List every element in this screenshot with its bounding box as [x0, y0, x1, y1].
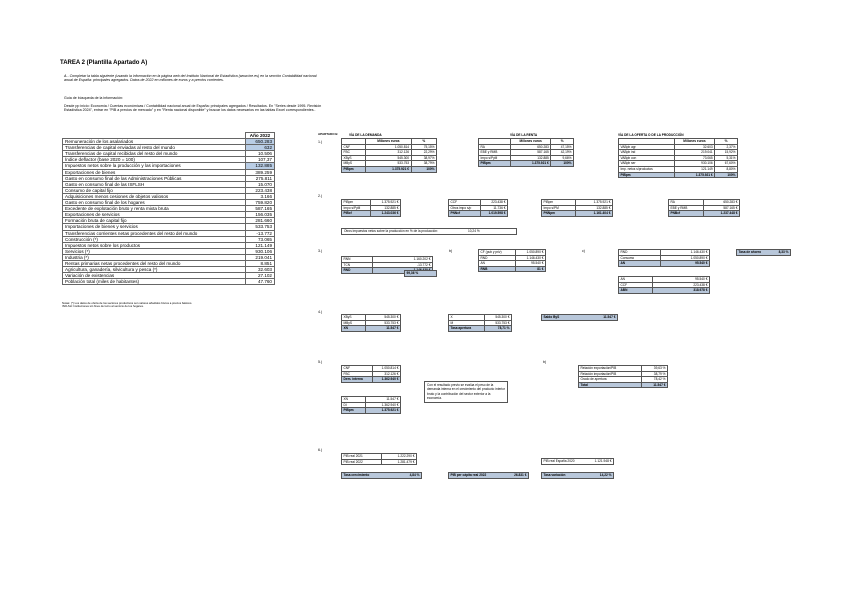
table-cell: 100%: [715, 172, 738, 178]
row-label: Transferencias de capital recibidas del resto del mundo: [63, 151, 246, 157]
table-cell: 73.065: [674, 155, 714, 161]
table-cell: 11.547 €: [365, 397, 400, 403]
table-cell: PIBpm: [619, 172, 675, 178]
row-label: Servicios (*): [63, 248, 246, 254]
row-value: 132.885: [246, 163, 275, 169]
table-cell: 95.540 €: [660, 261, 709, 267]
demand-table: [341, 138, 437, 173]
row-label: Exportaciones de servicios: [63, 212, 246, 218]
table-cell: PIBpm: [479, 161, 511, 167]
table-cell: 1.050.814: [366, 144, 411, 150]
table-cell: 533.753 €: [366, 320, 401, 326]
table-row: [619, 261, 710, 267]
table-cell: 533.753 €: [485, 320, 512, 326]
table-cell: 67,60%: [715, 161, 738, 167]
row-label: Rentas primarias netas procedentes del resto del mundo: [63, 260, 246, 266]
table-cell: 42,19%: [551, 150, 574, 156]
year-header: Año 2022: [246, 133, 275, 139]
table-cell: 223.438 €: [481, 200, 508, 206]
row-label: Agricultura, ganadería, silvicultura y pesca (*): [63, 267, 246, 273]
table-cell: CF (pub y priv): [479, 250, 516, 256]
table-cell: MByS: [342, 320, 366, 326]
table-row: [342, 459, 417, 465]
table-cell: 1.237.448 €: [704, 211, 740, 217]
row-label: Industria (*): [63, 254, 246, 260]
table-cell: FBC: [342, 371, 373, 377]
row-value: -13.772: [246, 230, 275, 236]
s2-caption: Otros impuestos netos sobre la producción en % de la producción: 10,24 %: [341, 228, 517, 235]
document-title: TAREA 2 (Plantilla Apartado A): [60, 60, 148, 66]
row-value: 27.102: [246, 273, 275, 279]
table-cell: RA: [669, 200, 704, 206]
table-cell: Relación exportación/PIB: [579, 366, 642, 372]
s6-variation-box: Tasa variación 14,22 %: [541, 472, 614, 479]
row-label: Población total (miles de habitantes): [63, 279, 246, 285]
section3-label: 3.): [318, 249, 323, 253]
s6-growth-box: Tasa crecimiento 4,84 %: [341, 472, 422, 479]
row-label: Construcción (*): [63, 236, 246, 242]
table-cell: 75,15%: [411, 144, 436, 150]
row-value: 759.820: [246, 200, 275, 206]
table-row: [342, 211, 401, 217]
s3-table-3: [618, 249, 710, 267]
row-value: 73.065: [246, 236, 275, 242]
table-cell: 5,31%: [715, 155, 738, 161]
row-value: 930.106: [246, 248, 275, 254]
table-cell: 587.165 €: [704, 205, 740, 211]
production-table: [618, 138, 738, 178]
s3-rate-box: Tasa de ahorro 8,33 %: [736, 249, 791, 256]
table-cell: Millones euros: [510, 139, 550, 145]
table-cell: 11.547 €: [366, 326, 401, 332]
table-cell: AN: [479, 261, 516, 267]
table-cell: Millones euros: [674, 139, 714, 145]
table-cell: 132.885: [510, 155, 550, 161]
table-cell: X: [449, 315, 485, 321]
row-value: 281.660: [246, 218, 275, 224]
s4-table-2: [448, 314, 512, 332]
table-cell: RNB: [479, 266, 516, 272]
table-cell: CNF: [342, 144, 366, 150]
table-cell: Imp. netos s/productos: [619, 166, 675, 172]
guide-heading: Guía de búsqueda de la información:: [64, 96, 123, 100]
table-cell: 32.603: [674, 144, 714, 150]
row-value: 389.259: [246, 169, 275, 175]
row-value: 632: [246, 145, 275, 151]
table-row: [342, 166, 437, 172]
table-cell: PNBcf: [669, 211, 704, 217]
table-cell: 1.375.921 €: [674, 172, 714, 178]
production-caption: VÍA DE LA OFERTA O DE LA PRODUCCIÓN: [618, 133, 684, 137]
table-cell: %: [551, 139, 574, 145]
row-value: 156.035: [246, 212, 275, 218]
table-cell: 1.146.430 €: [660, 250, 709, 256]
table-cell: 312.126 €: [373, 371, 401, 377]
table-cell: PIB real 2022: [342, 459, 382, 465]
table-cell: ABN: [619, 288, 653, 294]
row-label: Transferencias de capital enviadas al resto del mundo: [63, 145, 246, 151]
s4-balance-box: Saldo ByS 11.547 €: [541, 314, 618, 321]
table-cell: 650.283 €: [704, 200, 740, 206]
table-cell: CCF: [619, 282, 653, 288]
table-cell: 100%: [551, 161, 574, 167]
table-cell: 2,37%: [715, 144, 738, 150]
income-table: [478, 138, 574, 167]
table-cell: XByS: [342, 155, 366, 161]
table-cell: 312.126: [366, 150, 411, 156]
table-cell: 38,79 %: [642, 371, 668, 377]
apartado-label: APARTADO B: [318, 132, 338, 136]
table-cell: 545.300 €: [485, 315, 512, 321]
table-cell: PIBpm: [342, 166, 366, 172]
row-label: Impuestos netos sobre la producción y las importaciones: [63, 163, 246, 169]
section5-b-label: b): [543, 360, 547, 364]
section3-c-label: c): [582, 249, 585, 253]
s6-percapita-box: PIB per cápita real 2022 26.831 €: [448, 472, 529, 479]
table-cell: 9,66%: [551, 155, 574, 161]
table-cell: VABpb ser: [619, 161, 675, 167]
table-cell: 38,79%: [411, 161, 436, 167]
table-cell: RND: [342, 268, 373, 274]
table-row: [579, 382, 668, 388]
main-data-table: [62, 132, 275, 285]
s3-table-4: [618, 276, 710, 294]
table-cell: 132.885 €: [576, 205, 613, 211]
table-cell: 39,63 %: [642, 366, 668, 372]
table-cell: %: [715, 139, 738, 145]
table-cell: RA: [479, 144, 511, 150]
row-label: Excedente de explotación bruto y renta mixta bruta: [63, 206, 246, 212]
table-cell: 1.050.890 €: [660, 255, 709, 261]
table-cell: VABpb agr: [619, 144, 675, 150]
row-value: 219.041: [246, 254, 275, 260]
row-label: Índice deflactor (base 2020 = 100): [63, 157, 246, 163]
table-cell: PIBpm: [342, 200, 371, 206]
section4-label: 4.): [318, 310, 323, 314]
table-cell: DI: [342, 402, 366, 408]
row-value: 47.760: [246, 279, 275, 285]
section2-label: 2.): [318, 194, 323, 198]
table-cell: 78,71 %: [485, 326, 512, 332]
row-label: Consumo de capital fijo: [63, 187, 246, 193]
table-cell: 132.885 €: [371, 205, 401, 211]
row-value: 3.166: [246, 193, 275, 199]
s3-total2: 99,36 %: [404, 270, 437, 277]
row-value: 107,37: [246, 157, 275, 163]
table-cell: 587.165: [510, 150, 550, 156]
table-cell: 47,15%: [551, 144, 574, 150]
table-cell: 1.146.430 €: [515, 255, 545, 261]
table-cell: CCF: [449, 200, 481, 206]
section5-label: 5.): [318, 360, 323, 364]
table-cell: 78,42 %: [642, 377, 668, 383]
row-label: Remuneración de los asalariados: [63, 139, 246, 145]
table-row: [449, 211, 508, 217]
table-cell: Otros impo s/p: [449, 205, 481, 211]
s6-right-box: PIB real España 2020 1.121.948 €: [541, 458, 614, 465]
s3-table-2: [478, 249, 546, 272]
table-cell: 38,97%: [411, 155, 436, 161]
table-cell: RND: [479, 255, 516, 261]
table-cell: 22,29%: [411, 150, 436, 156]
section6-label: 6.): [318, 448, 323, 452]
guide-paragraph: Desde pp inicio: Economía / Cuentas económicas / Contabilidad nacional anual de España: principales agregados / Resultados. En "Series desde 1995. Revisión Estadística 2024", entrar en "PIB a precios de mercado" y en "Renta nacional disponible" y buscar los datos necesarios en las tablas Excel correspondientes..: [64, 104, 322, 113]
row-value: 587.165: [246, 206, 275, 212]
table-cell: 11.547 €: [642, 382, 668, 388]
table-cell: 219.041: [674, 150, 714, 156]
s2-table-1: [341, 199, 401, 217]
table-cell: 1.161.404 €: [576, 211, 613, 217]
table-row: [63, 279, 275, 285]
table-cell: Consumo: [619, 255, 661, 261]
section3-b-label: b): [449, 249, 453, 253]
table-row: [669, 211, 740, 217]
table-cell: 1.050.814 €: [373, 366, 401, 372]
table-cell: Grado de apertura: [579, 377, 642, 383]
table-cell: MByS: [342, 161, 366, 167]
row-value: 10.506: [246, 151, 275, 157]
s6-table-1: [341, 453, 417, 465]
table-cell: 95.540 €: [653, 277, 710, 283]
table-cell: 81 €: [515, 266, 545, 272]
table-cell: 1.243.036 €: [371, 211, 401, 217]
row-value: 121.149: [246, 242, 275, 248]
row-value: 15.070: [246, 181, 275, 187]
row-value: 650.283: [246, 139, 275, 145]
row-value: 223.438: [246, 187, 275, 193]
table-cell: VABpb con: [619, 155, 675, 161]
table-cell: PIB real 2021: [342, 454, 382, 460]
row-label: Formación bruta de capital fijo: [63, 218, 246, 224]
table-notes: Notas: (*) Los datos de oferta de los sectores productivos son valores añadidos brutos a precios básicos. ISFLSH: Instituciones sin fines de lucro al servicio de los hogares.: [62, 301, 193, 309]
table-cell: AN: [619, 277, 653, 283]
row-label: Importaciones de bienes y servicios: [63, 224, 246, 230]
row-label: Exportaciones de bienes: [63, 169, 246, 175]
table-cell: Relación importación/PIB: [579, 371, 642, 377]
table-cell: 95.540 €: [515, 261, 545, 267]
table-cell: VABpb ind: [619, 150, 675, 156]
table-cell: 15,92%: [715, 150, 738, 156]
table-cell: Impo s/PM: [542, 205, 576, 211]
s4-table-1: [341, 314, 401, 332]
table-cell: 223.438 €: [653, 282, 710, 288]
table-cell: XN: [342, 397, 366, 403]
table-cell: 318.978 €: [653, 288, 710, 294]
row-value: 533.753: [246, 224, 275, 230]
s2-table-4: [668, 199, 740, 217]
table-cell: 545.300: [366, 155, 411, 161]
table-row: [479, 266, 546, 272]
table-cell: PNNpm: [542, 211, 576, 217]
s5-table-2: [341, 396, 401, 414]
row-label: Gasto en consumo final de las ISFLSH: [63, 181, 246, 187]
table-cell: Tasa apertura: [449, 326, 485, 332]
row-label: Impuestos netos sobre los productos: [63, 242, 246, 248]
row-value: 32.603: [246, 267, 275, 273]
row-label: Variación de existencias: [63, 273, 246, 279]
table-cell: 1.375.921 €: [371, 200, 401, 206]
s2-table-2: [448, 199, 508, 217]
table-cell: 11.736 €: [481, 205, 508, 211]
intro-paragraph: A.- Completar la tabla siguiente (usando la información en la página web del Instituto Nacional de Estadística (www.ine.es) en la sección Contabilidad nacional anual de España: principales agregados. Datos de 2022 en millones de euros y a precios corrientes.: [64, 74, 317, 83]
table-cell: CNF: [342, 366, 373, 372]
table-cell: 1.362.940 €: [373, 377, 401, 383]
table-row: [342, 377, 401, 383]
table-cell: Total: [579, 382, 642, 388]
table-cell: Impo s/PyM: [342, 205, 371, 211]
table-cell: EBE y RMB: [479, 150, 511, 156]
table-cell: 650.283: [510, 144, 550, 150]
table-cell: 100%: [411, 166, 436, 172]
table-row: [542, 211, 613, 217]
row-label: Gasto en consumo final de los hogares: [63, 200, 246, 206]
table-cell: 930.106: [674, 161, 714, 167]
table-row: [342, 326, 401, 332]
table-cell: 121.149: [674, 166, 714, 172]
table-cell: RNN: [342, 257, 373, 263]
s5-table-1: [341, 365, 401, 383]
table-cell: 8,80%: [715, 166, 738, 172]
table-cell: 1.375.921 €: [510, 161, 550, 167]
table-cell: 1.375.921 €: [365, 408, 400, 414]
table-cell: 533.753: [366, 161, 411, 167]
table-cell: TCN: [342, 262, 373, 268]
table-cell: XN: [342, 326, 366, 332]
table-cell: 1.281.479 €: [381, 459, 416, 465]
table-row: [449, 326, 512, 332]
table-cell: 1.019.598 €: [481, 211, 508, 217]
table-cell: AN: [619, 261, 661, 267]
table-cell: 1.375.921 €: [366, 166, 411, 172]
table-row: [342, 408, 401, 414]
table-cell: FBC: [342, 150, 366, 156]
table-cell: 1.362.940 €: [365, 402, 400, 408]
table-cell: 545.300 €: [366, 315, 401, 321]
table-cell: PIBcf: [342, 211, 371, 217]
table-cell: XByS: [342, 315, 366, 321]
table-cell: -13.772 €: [373, 262, 433, 268]
table-cell: PIBpm: [542, 200, 576, 206]
table-cell: 1.160.202 €: [373, 257, 433, 263]
section1-label: 1.): [318, 140, 323, 144]
row-label: Gasto en consumo final de las Administraciones Públicas: [63, 175, 246, 181]
table-cell: Impo s/PyM: [479, 155, 511, 161]
row-label: Adquisiciones menos cesiones de objetos valiosos: [63, 193, 246, 199]
s2-table-3: [541, 199, 613, 217]
table-row: [619, 288, 710, 294]
table-cell: 1.375.921 €: [576, 200, 613, 206]
row-value: 275.811: [246, 175, 275, 181]
row-label: Transferencias corrientes netas procedentes del resto del mundo: [63, 230, 246, 236]
table-cell: 1.222.290 €: [381, 454, 416, 460]
s5-note: Con el resultado previo se evalúa el peso de la demanda interna en el crecimiento del producto interior bruto y la contribución del sector exterior a la economía.: [424, 381, 508, 403]
table-cell: %: [411, 139, 436, 145]
table-cell: 1.050.890 €: [515, 250, 545, 256]
income-caption: VÍA DE LA RENTA: [510, 133, 538, 137]
table-cell: PNNcf: [449, 211, 481, 217]
table-cell: PIBpm: [342, 408, 366, 414]
table-cell: Dem. interna: [342, 377, 373, 383]
table-cell: Millones euros: [366, 139, 411, 145]
table-cell: EBE y RMB: [669, 205, 704, 211]
demand-caption: VÍA DE LA DEMANDA: [349, 133, 382, 137]
s5-right-table: [578, 365, 668, 388]
row-value: 8.851: [246, 260, 275, 266]
table-cell: M: [449, 320, 485, 326]
table-cell: RND: [619, 250, 661, 256]
table-row: [619, 172, 738, 178]
table-row: [479, 161, 574, 167]
